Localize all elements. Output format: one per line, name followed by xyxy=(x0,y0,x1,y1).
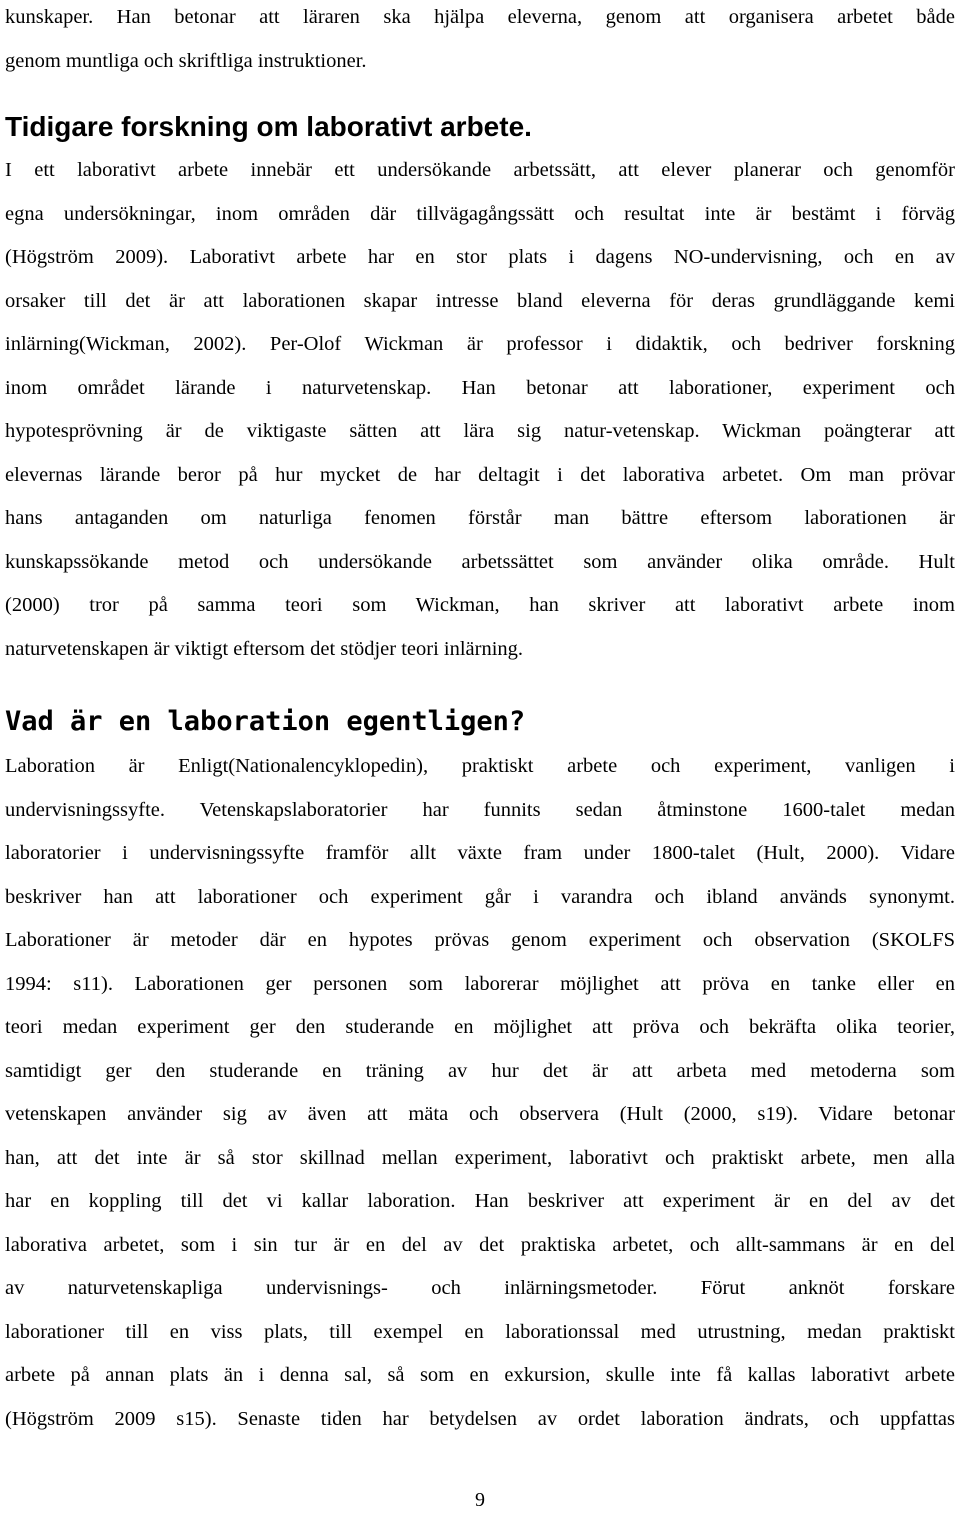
text-line: han, att det inte är så stor skillnad mellan experiment, laborativt och praktiskt arbete, men alla xyxy=(5,1146,955,1169)
text-line: vetenskapen använder sig av även att mäta och observera (Hult (2000, s19). Vidare betonar xyxy=(5,1103,955,1125)
text-line: naturvetenskapen är viktigt eftersom det stödjer teori inlärning. xyxy=(5,637,524,660)
text-line: beskriver han att laborationer och experiment går i varandra och ibland används synonymt. xyxy=(5,885,955,908)
text-line: (Högström 2009). Laborativt arbete har en stor plats i dagens NO-undervisning, och en av xyxy=(5,246,955,268)
text-line: laboratorier i undervisningssyfte framför allt växte fram under 1800-talet (Hult, 2000). Vidare xyxy=(5,842,955,864)
text-line: kunskaper. Han betonar att läraren ska hjälpa eleverna, genom att organisera arbetet både xyxy=(5,6,955,28)
text-line: hypotesprövning är de viktigaste sätten att lära sig natur-vetenskap. Wickman poängterar att xyxy=(5,420,955,442)
text-line: 1994: s11). Laborationen ger personen som laborerar möjlighet att pröva en tanke eller en xyxy=(5,972,955,995)
text-line: samtidigt ger den studerande en träning av hur det är att arbeta med metoderna som xyxy=(5,1059,955,1082)
text-line: inlärning(Wickman, 2002). Per-Olof Wickman är professor i didaktik, och bedriver forskning xyxy=(5,333,955,355)
text-line: genom muntliga och skriftliga instruktioner. xyxy=(5,49,367,72)
text-line: I ett laborativt arbete innebär ett undersökande arbetssätt, att elever planerar och genomför xyxy=(5,159,955,181)
text-line: har en koppling till det vi kallar laboration. Han beskriver att experiment är en del av det xyxy=(5,1190,955,1212)
text-line: laborationer till en viss plats, till exempel en laborationssal med utrustning, medan praktiskt xyxy=(5,1320,955,1343)
text-line: laborativa arbetet, som i sin tur är en del av det praktiska arbetet, och allt-sammans är en del xyxy=(5,1233,955,1256)
text-line: kunskapssökande metod och undersökande arbetssättet som använder olika område. Hult xyxy=(5,550,955,573)
section-heading-previous-research: Tidigare forskning om laborativt arbete. xyxy=(5,111,532,142)
text-line: Laboration är Enligt(Nationalencyklopedin), praktiskt arbete och experiment, vanligen i xyxy=(5,755,955,777)
text-line: (Högström 2009 s15). Senaste tiden har betydelsen av ordet laboration ändrats, och uppfattas xyxy=(5,1407,955,1430)
text-line: (2000) tror på samma teori som Wickman, han skriver att laborativt arbete inom xyxy=(5,594,955,616)
intro-paragraph xyxy=(5,0,955,83)
text-line: teori medan experiment ger den studerande en möjlighet att pröva och bekräfta olika teorier, xyxy=(5,1016,955,1038)
section-paragraph-previous-research xyxy=(5,149,955,671)
text-line: orsaker till det är att laborationen skapar intresse bland eleverna för deras grundläggande kemi xyxy=(5,289,955,312)
text-line: hans antaganden om naturliga fenomen förstår man bättre eftersom laborationen är xyxy=(5,507,955,529)
text-line: arbete på annan plats än i denna sal, så som en exkursion, skulle inte få kallas laborativt arbete xyxy=(5,1364,955,1386)
text-line: Laborationer är metoder där en hypotes prövas genom experiment och observation (SKOLFS xyxy=(5,929,955,951)
text-line: inom området lärande i naturvetenskap. Han betonar att laborationer, experiment och xyxy=(5,376,955,399)
section-heading-what-is-laboration: Vad är en laboration egentligen? xyxy=(5,706,526,737)
text-line: undervisningssyfte. Vetenskapslaboratorier har funnits sedan åtminstone 1600-talet medan xyxy=(5,798,955,821)
text-line: elevernas lärande beror på hur mycket de har deltagit i det laborativa arbetet. Om man prövar xyxy=(5,463,955,486)
section-paragraph-what-is-laboration xyxy=(5,745,955,1441)
text-line: egna undersökningar, inom områden där tillvägagångssätt och resultat inte är bestämt i förväg xyxy=(5,202,955,225)
page-number: 9 xyxy=(475,1489,485,1511)
text-line: av naturvetenskapliga undervisnings- och inlärningsmetoder. Förut anknöt forskare xyxy=(5,1277,955,1299)
